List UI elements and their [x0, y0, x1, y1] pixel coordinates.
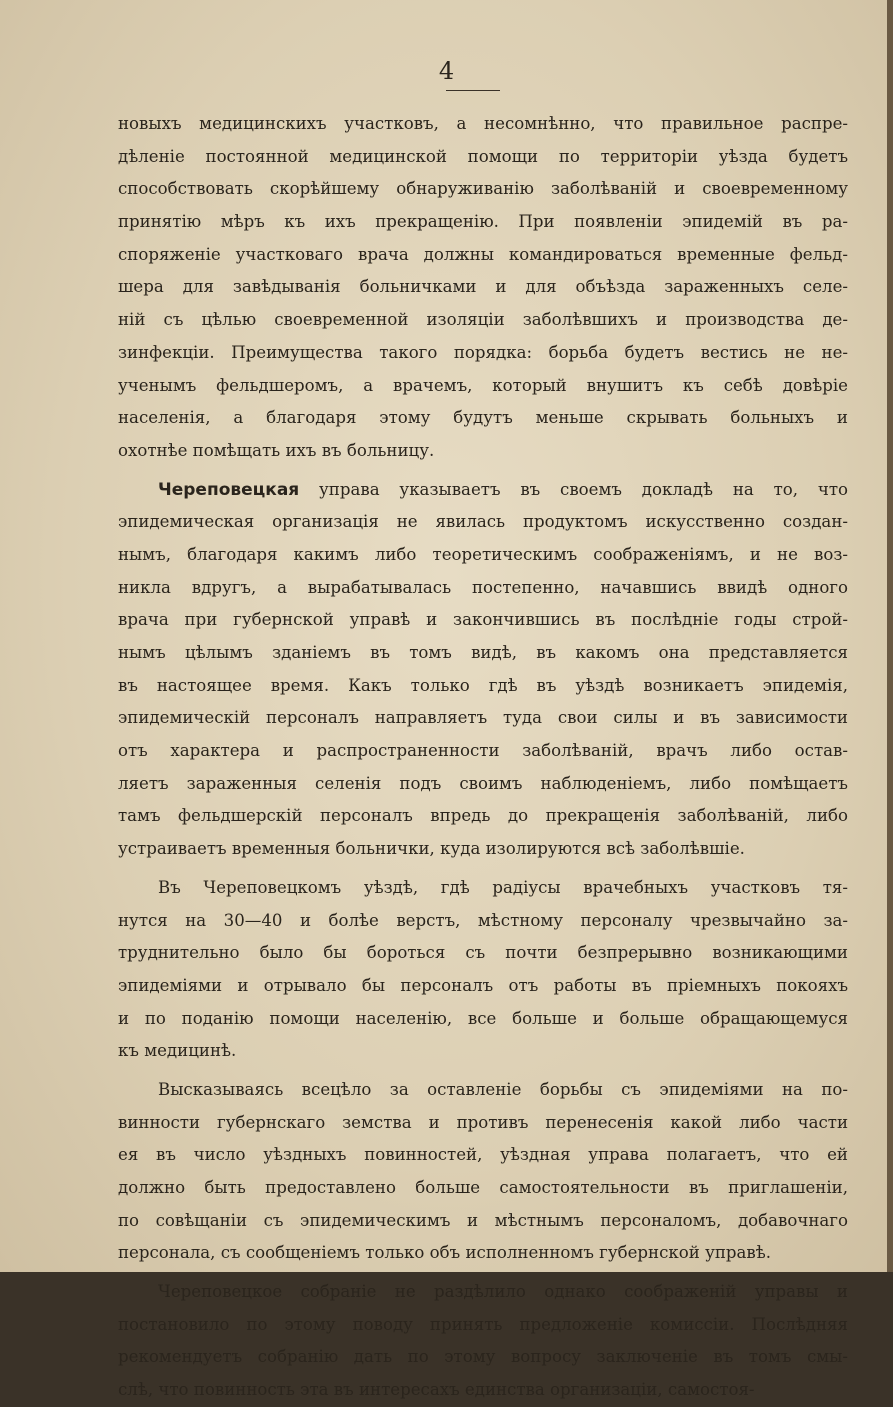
line-text: нутся на 30—40 и болѣе верстъ, мѣстному персоналу чрезвычайно за- [118, 910, 848, 930]
line-text: шера для завѣдыванія больничками и для объѣзда зараженныхъ селе- [118, 277, 848, 297]
line-text: управа указываетъ въ своемъ докладѣ на то, что [299, 479, 848, 499]
line-text: принятію мѣръ къ ихъ прекращенію. При появленіи эпидемій въ ра- [118, 212, 848, 232]
text-line [118, 474, 848, 507]
line-text: Череповецкое собраніе не раздѣлило однако соображеній управы и [158, 1282, 848, 1302]
text-line [118, 1309, 848, 1342]
text-line [118, 141, 848, 174]
line-text: къ медицинѣ. [118, 1041, 237, 1061]
text-line [118, 905, 848, 938]
text-line [118, 702, 848, 735]
text-line [118, 506, 848, 539]
line-text: ея въ число уѣздныхъ повинностей, уѣздная управа полагаетъ, что ей [118, 1145, 848, 1165]
line-text: устраиваетъ временныя больнички, куда изолируются всѣ заболѣвшіе. [118, 839, 745, 859]
line-text: и по поданію помощи населенію, все больше и больше обращающемуся [118, 1008, 848, 1028]
text-line [118, 1003, 848, 1036]
text-line [118, 572, 848, 605]
text-line [118, 970, 848, 1003]
text-line [118, 206, 848, 239]
page-number: 4 [438, 57, 455, 85]
page-edge-shadow [887, 0, 893, 1272]
line-text: врача при губернской управѣ и закончившись въ послѣдніе годы строй- [118, 610, 848, 630]
line-text: должно быть предоставлено больше самостоятельности въ приглашеніи, [118, 1178, 848, 1197]
paragraph [118, 1074, 848, 1270]
body-text [118, 108, 848, 1407]
text-line [118, 833, 848, 866]
line-text: новыхъ медицинскихъ участковъ, а несомнѣнно, что правильное распре- [118, 114, 848, 133]
text-line [118, 637, 848, 670]
line-text: способствовать скорѣйшему обнаруживанію заболѣваній и своевременному [118, 179, 848, 199]
text-line [118, 604, 848, 637]
text-line [118, 337, 848, 370]
line-text: нымъ, благодаря какимъ либо теоретическимъ соображеніямъ, и не воз- [118, 544, 848, 564]
line-text: эпидеміями и отрывало бы персоналъ отъ работы въ пріемныхъ покояхъ [118, 975, 848, 995]
text-line [118, 402, 848, 435]
line-text: винности губернскаго земства и противъ перенесенія какой либо части [118, 1112, 848, 1132]
text-line [118, 1205, 848, 1238]
line-text: Высказываясь всецѣло за оставленіе борьбы съ эпидеміями на по- [158, 1079, 848, 1099]
line-text: тамъ фельдшерскій персоналъ впредь до прекращенія заболѣваній, либо [118, 806, 848, 826]
text-line [118, 271, 848, 304]
text-line [118, 800, 848, 833]
paragraph [118, 108, 848, 468]
paragraph [118, 872, 848, 1068]
line-text: рекомендуетъ собранію дать по этому вопросу заключеніе въ томъ смы- [118, 1347, 848, 1367]
text-line [118, 1341, 848, 1374]
text-line [118, 239, 848, 272]
line-text: дѣленіе постоянной медицинской помощи по территоріи уѣзда будетъ [118, 146, 848, 166]
line-text: по совѣщаніи съ эпидемическимъ и мѣстнымъ персоналомъ, добавочнаго [118, 1210, 848, 1230]
text-line [118, 735, 848, 768]
line-text: эпидемическая организація не явилась продуктомъ искусственно создан- [118, 512, 848, 532]
line-text: никла вдругъ, а вырабатывалась постепенно, начавшись ввидѣ одного [118, 577, 848, 597]
text-line [118, 304, 848, 337]
text-line [118, 1074, 848, 1107]
text-line [118, 1107, 848, 1140]
text-line [118, 108, 848, 141]
text-line [118, 1035, 848, 1068]
text-line [118, 173, 848, 206]
text-line [118, 937, 848, 970]
line-text: ученымъ фельдшеромъ, а врачемъ, который внушитъ къ себѣ довѣріе [118, 375, 848, 395]
line-text: эпидемическій персоналъ направляетъ туда свои силы и въ зависимости [118, 708, 848, 728]
line-text: ній съ цѣлью своевременной изоляціи заболѣвшихъ и производства де- [118, 310, 848, 330]
line-text: отъ характера и распространенности заболѣваній, врачъ либо остав- [118, 741, 848, 761]
line-text: зинфекціи. Преимущества такого порядка: борьба будетъ вестись не не- [118, 342, 848, 362]
line-text: персонала, съ сообщеніемъ только объ исполненномъ губернской управѣ. [118, 1243, 772, 1263]
line-text: въ настоящее время. Какъ только гдѣ въ уѣздѣ возникаетъ эпидемія, [118, 675, 848, 695]
line-text: труднительно было бы бороться съ почти безпрерывно возникающими [118, 943, 848, 963]
line-text: постановило по этому поводу принять предложеніе комиссіи. Послѣдняя [118, 1314, 848, 1334]
bold-lead-word: Череповецкая [158, 479, 300, 500]
text-line [118, 872, 848, 905]
line-text: споряженіе участковаго врача должны командироваться временные фельд- [118, 244, 848, 264]
text-line [118, 1276, 848, 1309]
text-line [118, 670, 848, 703]
text-line [118, 370, 848, 403]
text-line [118, 1139, 848, 1172]
text-line [118, 1237, 848, 1270]
text-line [118, 768, 848, 801]
paragraph [118, 1276, 848, 1407]
line-text: ляетъ зараженныя селенія подъ своимъ наблюденіемъ, либо помѣщаетъ [118, 773, 848, 793]
text-line [118, 1172, 848, 1205]
text-line [118, 435, 848, 468]
line-text: населенія, а благодаря этому будутъ меньше скрывать больныхъ и [118, 408, 848, 428]
page-number-underline [446, 90, 500, 91]
text-line [118, 1374, 848, 1407]
line-text: слѣ, что повинность эта въ интересахъ единства организаціи, самостоя- [118, 1380, 755, 1400]
line-text: охотнѣе помѣщать ихъ въ больницу. [118, 440, 435, 460]
paragraph [118, 474, 848, 866]
line-text: нымъ цѣлымъ зданіемъ въ томъ видѣ, въ какомъ она представляется [118, 643, 848, 662]
line-text: Въ Череповецкомъ уѣздѣ, гдѣ радіусы врачебныхъ участковъ тя- [158, 877, 848, 897]
text-line [118, 539, 848, 572]
